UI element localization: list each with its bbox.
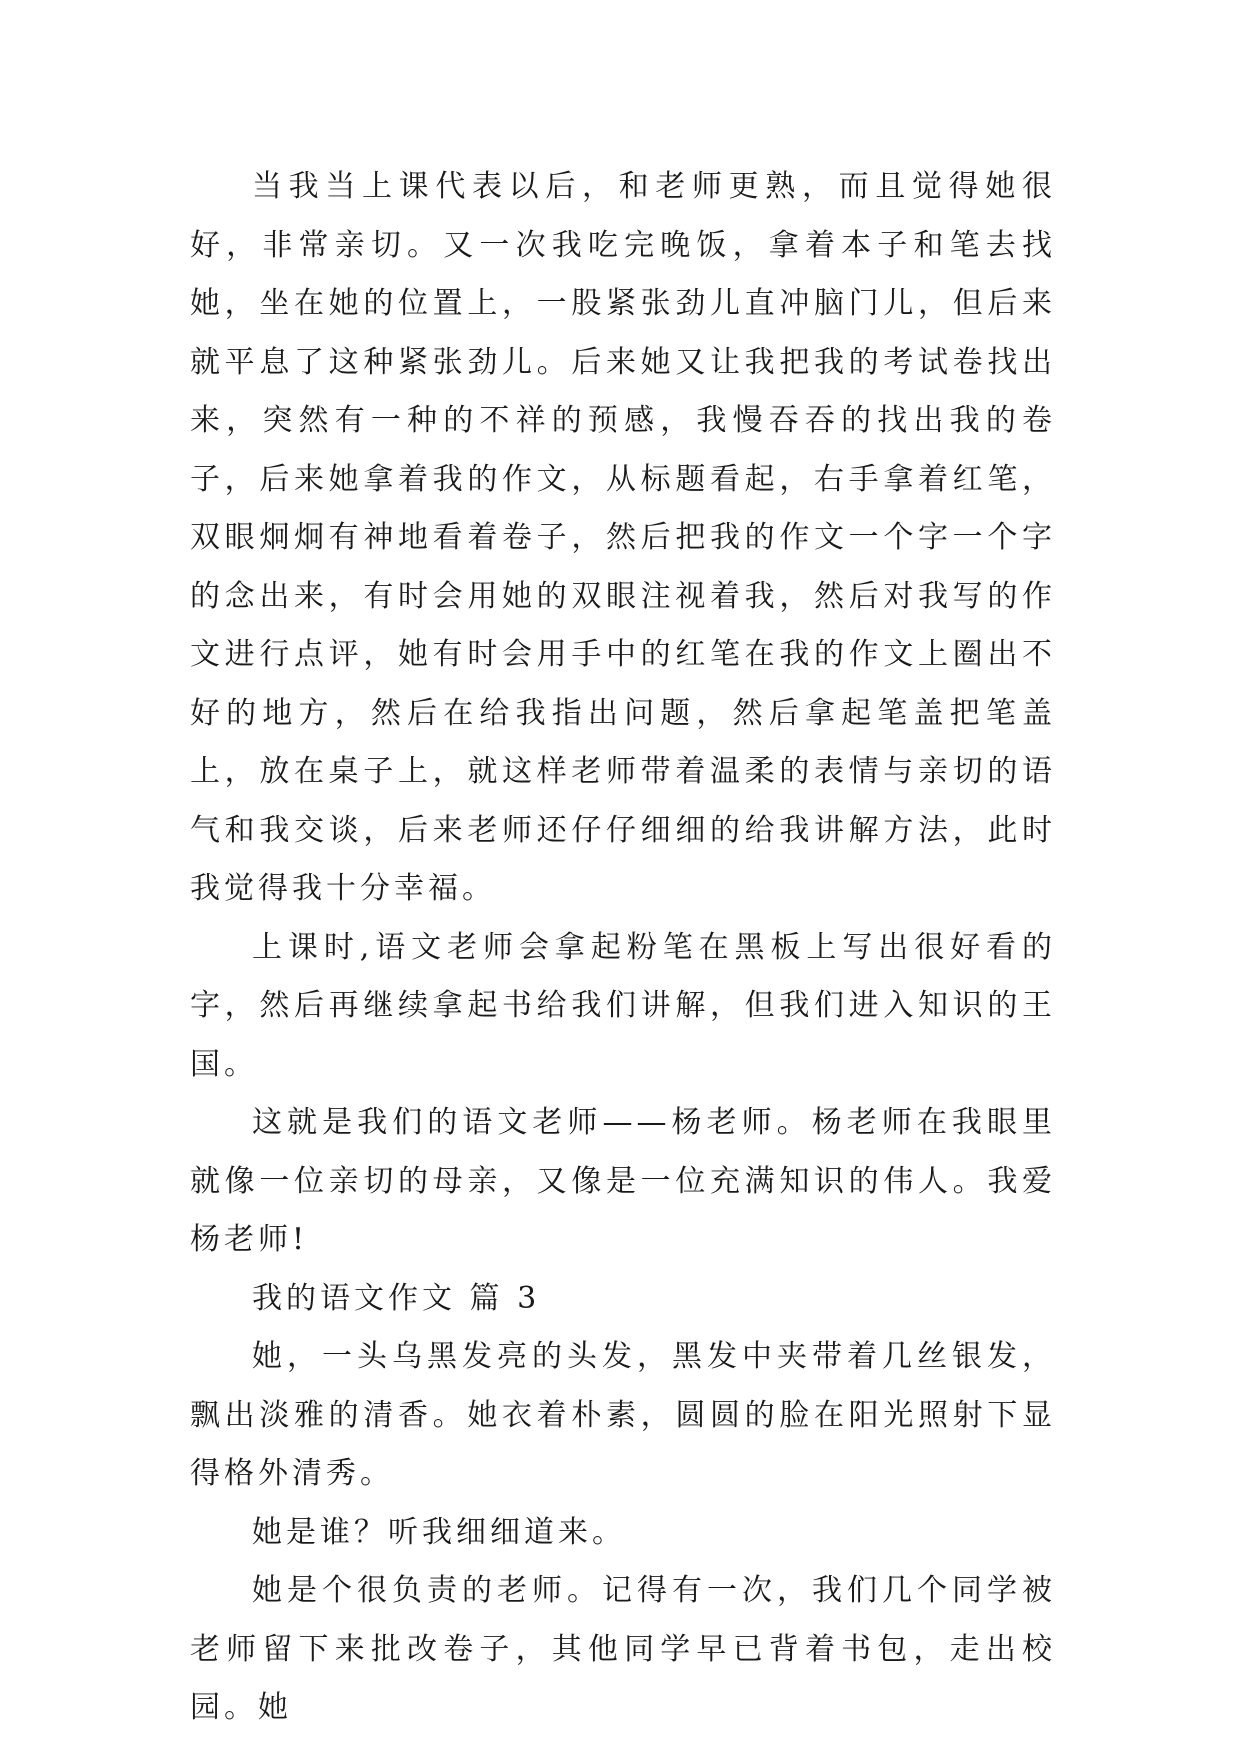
paragraph-teacher-yang: 这就是我们的语文老师——杨老师。杨老师在我眼里就像一位亲切的母亲，又像是一位充满知识的伟人。我爱杨老师! — [190, 1105, 1056, 1257]
section-heading: 我的语文作文 篇 3 — [252, 1280, 541, 1316]
paragraph-responsible-teacher: 她是个很负责的老师。记得有一次，我们几个同学被老师留下来批改卷子，其他同学早已背着书包，走出校园。她 — [190, 1573, 1056, 1725]
document-body — [190, 158, 1056, 1738]
paragraph-description: 她，一头乌黑发亮的头发，黑发中夹带着几丝银发，飘出淡雅的清香。她衣着朴素，圆圆的脸在阳光照射下显得格外清秀。 — [190, 1339, 1056, 1491]
paragraph-in-class: 上课时,语文老师会拿起粉笔在黑板上写出很好看的字，然后再继续拿起书给我们讲解，但我们进入知识的王国。 — [190, 929, 1056, 1082]
paragraph-who-is-she: 她是谁？听我细细道来。 — [252, 1514, 626, 1550]
paragraph-class-rep: 当我当上课代表以后，和老师更熟，而且觉得她很好，非常亲切。又一次我吃完晚饭，拿着本子和笔去找她，坐在她的位置上，一股紧张劲儿直冲脑门儿，但后来就平息了这种紧张劲儿。后来她又让我把我的考试卷找出来，突然有一种的不祥的预感，我慢吞吞的找出我的卷子，后来她拿着我的作文，从标题看起，右手拿着红笔，双眼炯炯有神地看着卷子，然后把我的作文一个字一个字的念出来，有时会用她的双眼注视着我，然后对我写的作文进行点评，她有时会用手中的红笔在我的作文上圈出不好的地方，然后在给我指出问题，然后拿起笔盖把笔盖上，放在桌子上，就这样老师带着温柔的表情与亲切的语气和我交谈，后来老师还仔仔细细的给我讲解方法，此时我觉得我十分幸福。 — [190, 169, 1056, 906]
